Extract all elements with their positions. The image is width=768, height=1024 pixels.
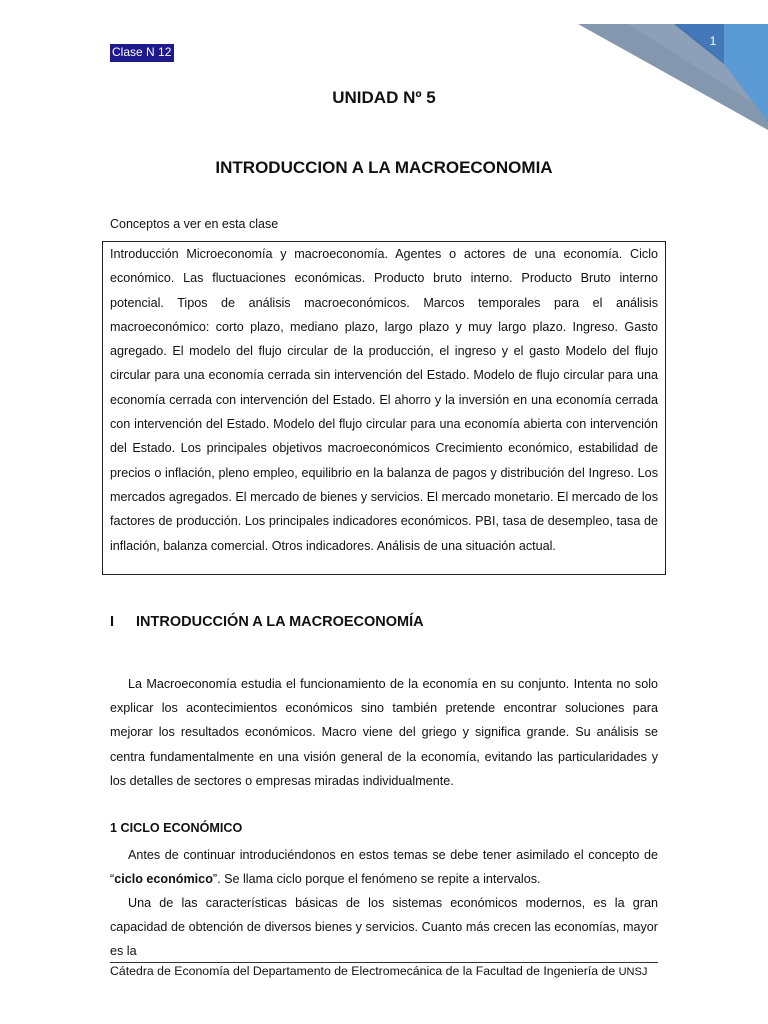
cycle-term: ciclo económico: [114, 872, 213, 887]
systems-paragraph: Una de las características básicas de los sistemas económicos modernos, es la gran capacidad de obtención de diversos bienes y servicios. Cuanto más crecen las economías, mayor es la: [110, 896, 658, 959]
footer-institution: UNSJ: [618, 966, 648, 978]
page-title: INTRODUCCION A LA MACROECONOMIA: [215, 158, 553, 177]
intro-paragraph: La Macroeconomía estudia el funcionamiento de la economía en su conjunto. Intenta no solo explicar los acontecimientos económicos sino también pretende encontrar soluciones para mejorar los resultados económicos. Macro viene del griego y significa grande. Su análisis se centra fundamentalmente en una visión general de la economía, evitando las particularidades y los detalles de sectores o empresas miradas individualmente.: [110, 677, 658, 788]
section-heading: [110, 614, 424, 630]
class-label: Clase N 12: [110, 44, 174, 62]
section-number: I: [110, 614, 115, 630]
footer: [110, 964, 670, 978]
cycle-text-start: Antes de continuar introduciéndonos en estos temas se debe tener asimilado el concepto de “: [110, 848, 658, 887]
footer-text: Cátedra de Economía del Departamento de Electromecánica de la Facultad de Ingeniería de: [110, 964, 619, 978]
corner-decoration: [578, 0, 768, 130]
footer-divider: [110, 962, 658, 963]
concepts-text: Introducción Microeconomía y macroeconomía. Agentes o actores de una economía. Ciclo económico. Las fluctuaciones económicas. Producto bruto interno. Producto Bruto interno potencial. Tipos de análisis macroeconómicos. Marcos temporales para el análisis macroeconómico: corto plazo, mediano plazo, largo plazo y muy largo plazo. Ingreso. Gasto agregado. El modelo del flujo circular de la producción, el ingreso y el gasto Modelo del flujo circular para una economía cerrada sin intervención del Estado. Modelo de flujo circular para una economía cerrada con intervención del Estado. El ahorro y la inversión en una economía cerrada con intervención del Estado. Modelo del flujo circular para una economía abierta con intervención del Estado. Los principales objetivos macroeconómicos Crecimiento económico, estabilidad de precios o inflación, pleno empleo, equilibrio en la balanza de pagos y distribución del Ingreso. Los mercados agregados. El mercado de bienes y servicios. El mercado monetario. El mercado de los factores de producción. Los principales indicadores económicos. PBI, tasa de desempleo, tasa de inflación, balanza comercial. Otros indicadores. Análisis de una situación actual.: [110, 247, 658, 553]
concepts-label: Conceptos a ver en esta clase: [110, 217, 279, 231]
section-title: INTRODUCCIÓN A LA MACROECONOMÍA: [136, 614, 424, 630]
cycle-paragraph: [110, 843, 658, 891]
subsection-heading: 1 CICLO ECONÓMICO: [110, 821, 243, 835]
concepts-box: [102, 241, 666, 575]
page-number: 1: [709, 34, 717, 48]
cycle-text-end: ”. Se llama ciclo porque el fenómeno se repite a intervalos.: [212, 872, 541, 887]
unit-title: UNIDAD Nº 5: [332, 88, 436, 107]
